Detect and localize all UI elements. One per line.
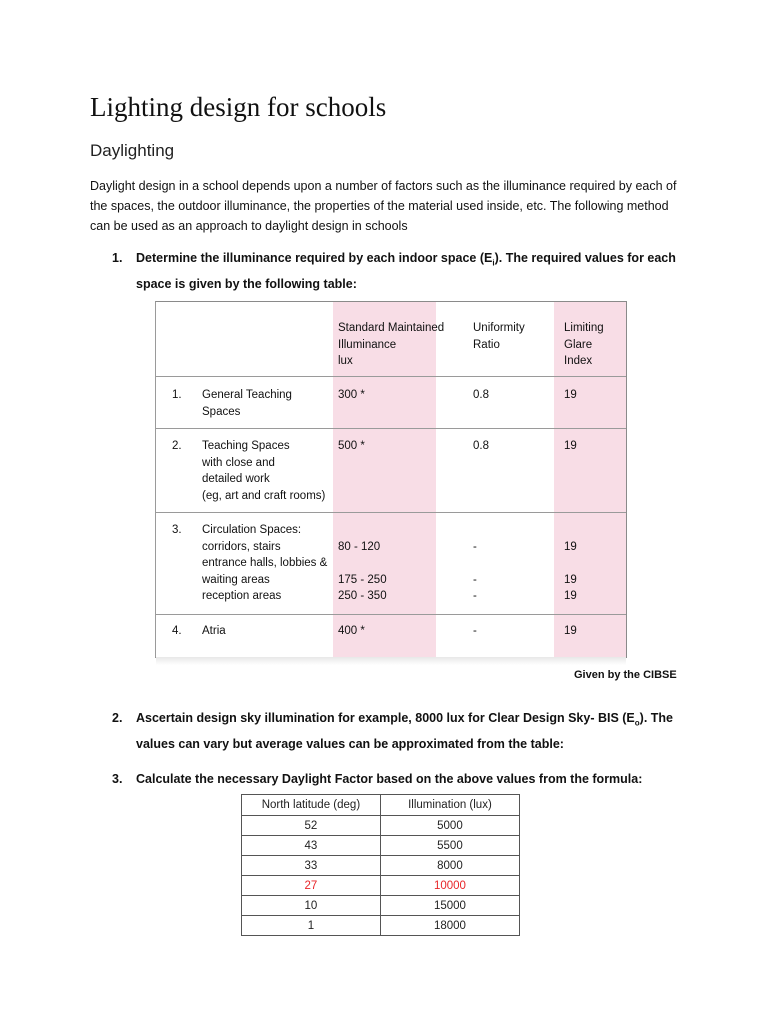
header-uniformity: Uniformity Ratio bbox=[473, 322, 525, 351]
latitude-cell: 43 bbox=[242, 836, 381, 856]
glare-values: 19 19 19 bbox=[564, 540, 577, 602]
space-name: General Teaching Spaces bbox=[202, 389, 292, 418]
row-divider bbox=[156, 376, 626, 377]
illumination-cell: 18000 bbox=[380, 916, 519, 936]
step-number: 3. bbox=[112, 772, 123, 786]
step-3 bbox=[112, 769, 687, 789]
step-text: Determine the illuminance required by each indoor space $(E_i)$. The required values for each space is given by the following table: bbox=[136, 251, 676, 291]
row-number: 4. bbox=[172, 625, 182, 637]
glare-value: 19 bbox=[564, 389, 577, 401]
illumination-cell: 5500 bbox=[380, 836, 519, 856]
illumination-cell: 15000 bbox=[380, 896, 519, 916]
row-number: 3. bbox=[172, 524, 182, 536]
latitude-cell: 27 bbox=[242, 876, 381, 896]
step-number: 1. bbox=[112, 251, 123, 265]
space-name: Teaching Spaces with close and detailed work (eg, art and craft rooms) bbox=[202, 440, 326, 502]
section-heading: Daylighting bbox=[90, 141, 175, 160]
step-text: Ascertain design sky illumination for example, 8000 lux for Clear Design Sky- BIS $(E_o)$. The values can vary but average values can be approximated from the table: bbox=[136, 711, 674, 751]
step-1 bbox=[112, 248, 687, 294]
row-divider bbox=[156, 614, 626, 615]
row-number: 1. bbox=[172, 389, 182, 401]
ratio-value: 0.8 bbox=[473, 440, 489, 452]
image-bottom-shadow bbox=[156, 657, 626, 665]
row-divider bbox=[156, 428, 626, 429]
ratio-values: - - - bbox=[473, 540, 477, 602]
illumination-cell: 5000 bbox=[380, 816, 519, 836]
intro-paragraph: Daylight design in a school depends upon a number of factors such as the illuminance required by each of the spaces, the outdoor illuminance, the properties of the material used inside, etc. The following method can be used as an approach to daylight design in schools bbox=[90, 179, 677, 233]
step-2 bbox=[112, 708, 687, 754]
latitude-cell: 1 bbox=[242, 916, 381, 936]
ratio-value: - bbox=[473, 625, 477, 637]
table-row bbox=[242, 836, 520, 856]
table-header-row bbox=[242, 795, 520, 816]
header-latitude: North latitude (deg) bbox=[242, 795, 381, 816]
lux-value: 400 * bbox=[338, 625, 365, 637]
illumination-cell: 8000 bbox=[380, 856, 519, 876]
lux-values: 80 - 120 175 - 250 250 - 350 bbox=[338, 540, 387, 602]
glare-value: 19 bbox=[564, 625, 577, 637]
lux-value: 300 * bbox=[338, 389, 365, 401]
header-glare: Limiting Glare Index bbox=[564, 322, 604, 367]
latitude-cell: 10 bbox=[242, 896, 381, 916]
row-divider bbox=[156, 512, 626, 513]
space-name: Atria bbox=[202, 625, 226, 637]
ratio-value: 0.8 bbox=[473, 389, 489, 401]
latitude-cell: 52 bbox=[242, 816, 381, 836]
table-row bbox=[242, 816, 520, 836]
table-row bbox=[242, 856, 520, 876]
table-credit: Given by the CIBSE bbox=[574, 669, 677, 681]
lux-value: 500 * bbox=[338, 440, 365, 452]
step-number: 2. bbox=[112, 711, 123, 725]
illumination-cell: 10000 bbox=[380, 876, 519, 896]
glare-value: 19 bbox=[564, 440, 577, 452]
table-row bbox=[242, 916, 520, 936]
latitude-cell: 33 bbox=[242, 856, 381, 876]
page-title: Lighting design for schools bbox=[90, 92, 387, 122]
header-illuminance: Standard Maintained Illuminance lux bbox=[338, 322, 445, 367]
latitude-illumination-table bbox=[241, 794, 520, 936]
table-row-highlighted bbox=[242, 876, 520, 896]
step-text: Calculate the necessary Daylight Factor based on the above values from the formula: bbox=[136, 772, 643, 786]
row-number: 2. bbox=[172, 440, 182, 452]
table-row bbox=[242, 896, 520, 916]
space-name: Circulation Spaces: corridors, stairs entrance halls, lobbies & waiting areas reception areas bbox=[202, 524, 328, 602]
header-illumination: Illumination (lux) bbox=[380, 795, 519, 816]
cibse-illuminance-table bbox=[155, 301, 627, 658]
